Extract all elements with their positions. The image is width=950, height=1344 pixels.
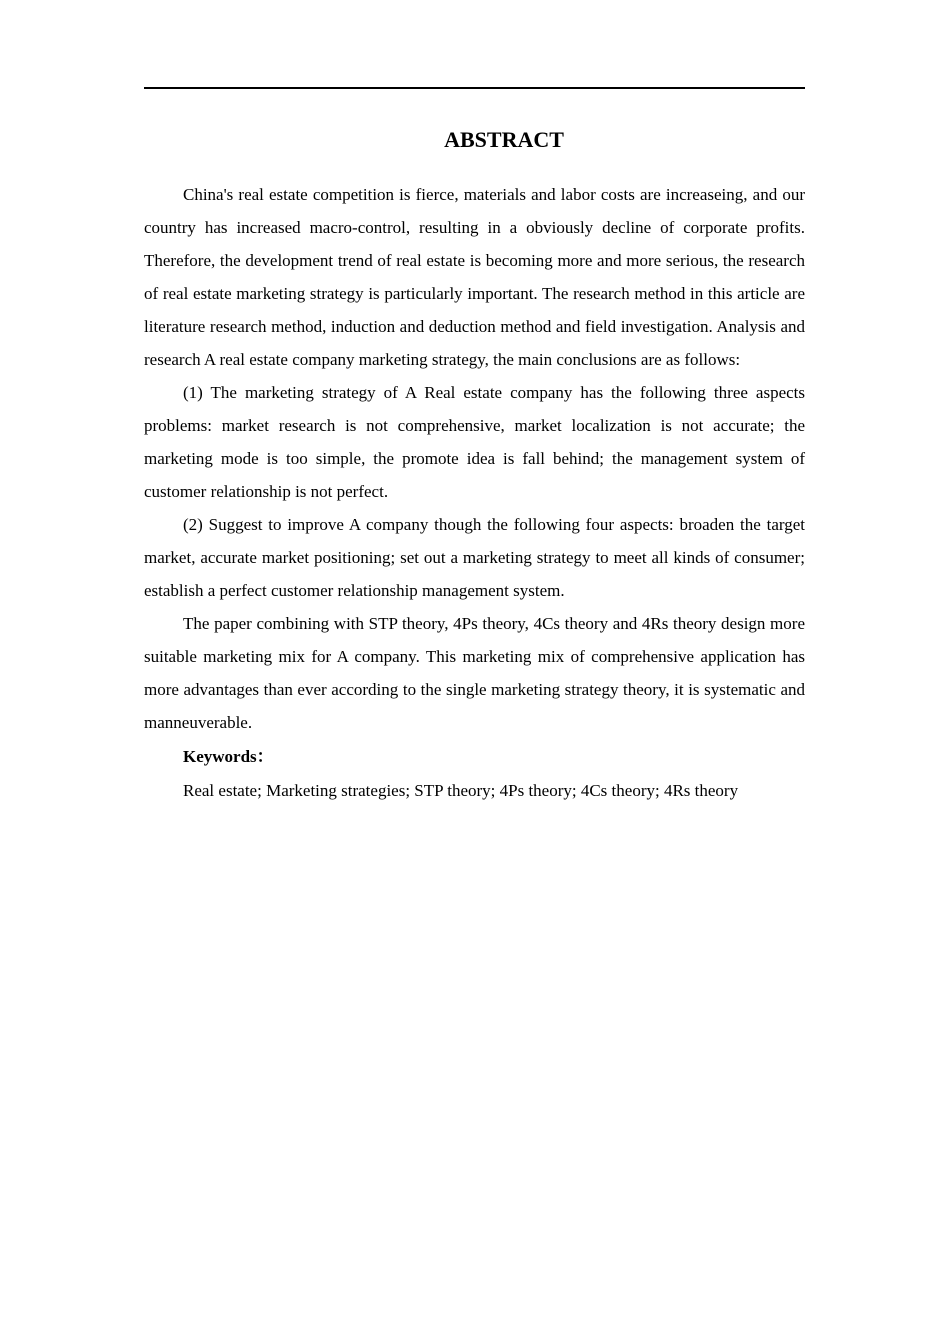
abstract-paragraph-1: China's real estate competition is fierce, materials and labor costs are increaseing, and our country has increased macro-control, resulting in a obviously decline of corporate profits. Therefore, the development trend of real estate is becoming more and more serious, the research of real estate marketing strategy is particularly important. The research method in this article are literature research method, induction and deduction method and field investigation. Analysis and research A real estate company marketing strategy, the main conclusions are as follows:	[144, 185, 805, 369]
abstract-paragraph-3: (2) Suggest to improve A company though the following four aspects: broaden the target market, accurate market positioning; set out a marketing strategy to meet all kinds of consumer; establish a perfect customer relationship management system.	[144, 515, 805, 600]
abstract-paragraph-2: (1) The marketing strategy of A Real estate company has the following three aspects problems: market research is not comprehensive, market localization is not accurate; the marketing mode is too simple, the promote idea is fall behind; the management system of customer relationship is not perfect.	[144, 383, 805, 501]
header-rule	[144, 87, 805, 89]
abstract-body	[144, 178, 805, 807]
abstract-title: ABSTRACT	[444, 127, 564, 152]
abstract-paragraph-4: The paper combining with STP theory, 4Ps theory, 4Cs theory and 4Rs theory design more suitable marketing mix for A company. This marketing mix of comprehensive application has more advantages than ever according to the single marketing strategy theory, it is systematic and manneuverable.	[144, 614, 805, 732]
keywords-label: Keywords：	[183, 747, 274, 766]
keywords-text: Real estate; Marketing strategies; STP theory; 4Ps theory; 4Cs theory; 4Rs theory	[183, 781, 739, 800]
